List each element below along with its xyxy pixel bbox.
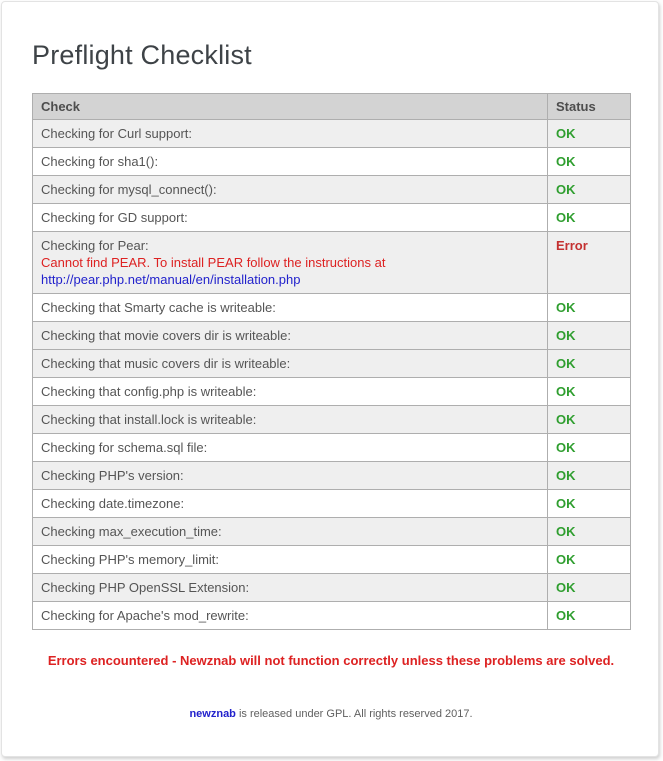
- pear-error-text: Cannot find PEAR. To install PEAR follow the instructions at: [41, 255, 386, 270]
- check-label: Checking PHP's version:: [41, 468, 184, 483]
- table-row: [33, 148, 631, 176]
- check-cell: [33, 406, 548, 434]
- check-cell: [33, 378, 548, 406]
- table-row: [33, 574, 631, 602]
- check-label: Checking for Apache's mod_rewrite:: [41, 608, 249, 623]
- status-cell: Error: [548, 232, 631, 294]
- table-row: [33, 490, 631, 518]
- check-cell: [33, 120, 548, 148]
- check-label: Checking that config.php is writeable:: [41, 384, 257, 399]
- status-cell: OK: [548, 294, 631, 322]
- check-label: Checking that music covers dir is writeable:: [41, 356, 291, 371]
- check-cell: [33, 602, 548, 630]
- table-row: [33, 294, 631, 322]
- check-cell: [33, 574, 548, 602]
- preflight-table: [32, 93, 631, 630]
- table-row: [33, 518, 631, 546]
- status-cell: OK: [548, 148, 631, 176]
- content-area: [2, 40, 658, 720]
- pear-install-link[interactable]: http://pear.php.net/manual/en/installation.php: [41, 272, 301, 287]
- check-label: Checking that Smarty cache is writeable:: [41, 300, 276, 315]
- status-cell: OK: [548, 120, 631, 148]
- check-label: Checking for Curl support:: [41, 126, 193, 141]
- check-cell: [33, 176, 548, 204]
- check-cell: [33, 204, 548, 232]
- column-header-check: Check: [33, 94, 548, 120]
- check-label: Checking max_execution_time:: [41, 524, 222, 539]
- table-row: [33, 546, 631, 574]
- table-row: [33, 602, 631, 630]
- footer-text: is released under GPL. All rights reserved 2017.: [235, 708, 473, 720]
- status-cell: OK: [548, 602, 631, 630]
- check-cell: [33, 294, 548, 322]
- table-header-row: [33, 94, 631, 120]
- table-row: [33, 378, 631, 406]
- status-cell: OK: [548, 406, 631, 434]
- status-cell: OK: [548, 322, 631, 350]
- status-cell: OK: [548, 574, 631, 602]
- table-row: [33, 350, 631, 378]
- table-row: [33, 322, 631, 350]
- status-cell: OK: [548, 490, 631, 518]
- status-cell: OK: [548, 462, 631, 490]
- table-row: [33, 406, 631, 434]
- status-cell: OK: [548, 350, 631, 378]
- table-row: [33, 204, 631, 232]
- table-row: [33, 176, 631, 204]
- check-label: Checking PHP OpenSSL Extension:: [41, 580, 250, 595]
- check-cell: [33, 322, 548, 350]
- check-label: Checking for sha1():: [41, 154, 159, 169]
- status-cell: OK: [548, 546, 631, 574]
- status-cell: OK: [548, 176, 631, 204]
- check-cell: [33, 148, 548, 176]
- newznab-link[interactable]: newznab: [189, 708, 236, 720]
- check-cell: [33, 490, 548, 518]
- status-cell: OK: [548, 204, 631, 232]
- error-summary: Errors encountered - Newznab will not function correctly unless these problems are solved.: [47, 653, 615, 668]
- check-label: Checking for GD support:: [41, 210, 188, 225]
- table-row: [33, 120, 631, 148]
- page-title: Preflight Checklist: [32, 40, 252, 70]
- table-row: [33, 462, 631, 490]
- check-label: Checking for schema.sql file:: [41, 440, 208, 455]
- page: [1, 1, 659, 757]
- check-cell: [33, 518, 548, 546]
- check-label: Checking PHP's memory_limit:: [41, 552, 220, 567]
- table-row: [33, 232, 631, 294]
- footer: [32, 708, 630, 720]
- check-label: Checking that install.lock is writeable:: [41, 412, 257, 427]
- check-cell: [33, 462, 548, 490]
- check-label: Checking for mysql_connect():: [41, 182, 217, 197]
- check-cell: [33, 350, 548, 378]
- table-row: [33, 434, 631, 462]
- status-cell: OK: [548, 518, 631, 546]
- check-label: Checking date.timezone:: [41, 496, 185, 511]
- check-cell: [33, 546, 548, 574]
- check-label: Checking that movie covers dir is writeable:: [41, 328, 291, 343]
- status-cell: OK: [548, 378, 631, 406]
- status-cell: OK: [548, 434, 631, 462]
- check-label: Checking for Pear:: [41, 238, 149, 253]
- column-header-status: Status: [548, 94, 631, 120]
- check-cell: [33, 232, 548, 294]
- check-cell: [33, 434, 548, 462]
